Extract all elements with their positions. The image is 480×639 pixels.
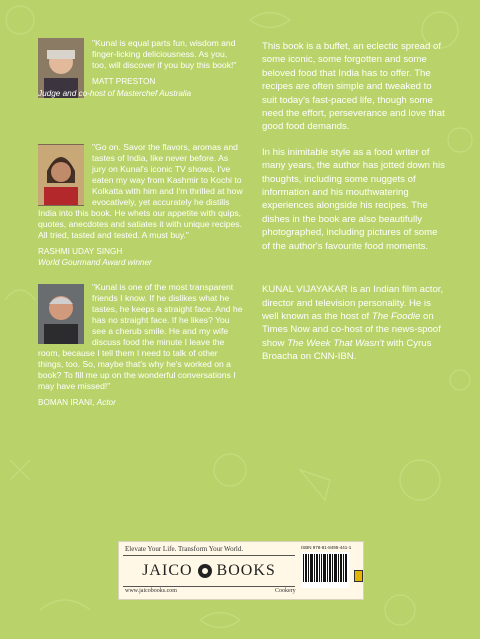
barcode-icon <box>301 552 349 588</box>
author-bio <box>262 283 447 363</box>
description-paragraph: This book is a buffet, an eclectic spread of some iconic, some forgotten and some beloved food that India has to offer. The recipes are often simple and tweaked to suit today's fast-paced life, though some need the effort, perseverance and love that good food demands. <box>262 41 445 133</box>
testimonial-boman-irani <box>38 282 243 408</box>
quote-text: "Go on. Savor the flavors, aromas and tastes of India, like never before. As jury on Kunal's iconic TV shows, I've eaten my way from Kashmir to Kochi to Kolkatta with him and I'm thrilled at how evocatively, yet accurately he distills India into this book. He whets our appetite with quips, quotes, anecdotes and satiates it with unique recipes. All tried, tasted and tested. A must buy." <box>38 142 243 240</box>
isbn-number: ISBN 978-81-8495-441-1 <box>301 545 352 550</box>
quote-text: "Kunal is equal parts fun, wisdom and finger-licking deliciousness. As you, too, will discover if you buy this book!" <box>92 38 237 70</box>
testimonial-matt-preston <box>38 38 243 138</box>
quote-author: MATT PRESTON <box>92 77 156 86</box>
quote-author <box>38 397 243 408</box>
publisher-tagline: Elevate Your Life. Transform Your World. <box>125 545 244 553</box>
publisher-bar <box>118 541 364 600</box>
imprint-mark-icon <box>354 570 363 582</box>
author-photo-rashmi-uday-singh <box>38 144 84 206</box>
bio-text: with Cyrus Broacha on CNN-IBN. <box>262 337 432 363</box>
quote-author-name: BOMAN IRANI, <box>38 398 95 407</box>
testimonials-column <box>38 38 243 408</box>
quote-author-role: Actor <box>96 398 116 407</box>
publisher-logo <box>123 555 295 587</box>
bio-show-title: The Foodie <box>371 310 421 322</box>
quote-author-role: World Gourmand Award winner <box>38 258 152 267</box>
author-photo-boman-irani <box>38 284 84 344</box>
publisher-emblem-icon <box>198 564 212 578</box>
publisher-name-left: JAICO <box>142 562 193 579</box>
book-category: Cookery <box>275 588 296 594</box>
testimonial-rashmi-uday-singh <box>38 142 243 268</box>
description-paragraph: In his inimitable style as a food writer of many years, the author has jotted down his thoughts, including some nuggets of information and his mouthwatering experiences alongside his recipes. The dishes in the book are also beautifully photographed, including pictures of some of the author's favourite food moments. <box>262 146 445 252</box>
bio-text: KUNAL VIJAYAKAR is an Indian film actor, director and television personality. He is well known as the host of <box>262 284 444 322</box>
publisher-name-right: BOOKS <box>216 562 276 579</box>
quote-author-role: Judge and co-host of Masterchef Australia <box>38 89 192 98</box>
publisher-website: www.jaicobooks.com <box>125 588 177 594</box>
bio-text: on Times Now and co-host of the news-spoof show <box>262 310 441 349</box>
bio-show-title: The Week That Wasn't <box>287 337 384 349</box>
quote-text: "Kunal is one of the most transparent friends I know. If he dislikes what he tastes, he keeps a straight face. And he has no straight face. If he likes? You see a cherub smile. He and my wife discuss food the minute I leave the room, because I tell them I need to talk of other things, too. So, maybe that's why he's worked on a book? To fill me up on the wonderful conversations I may have missed!" <box>38 282 243 391</box>
quote-author: RASHMI UDAY SINGH <box>38 247 123 256</box>
book-description-column <box>262 40 447 376</box>
